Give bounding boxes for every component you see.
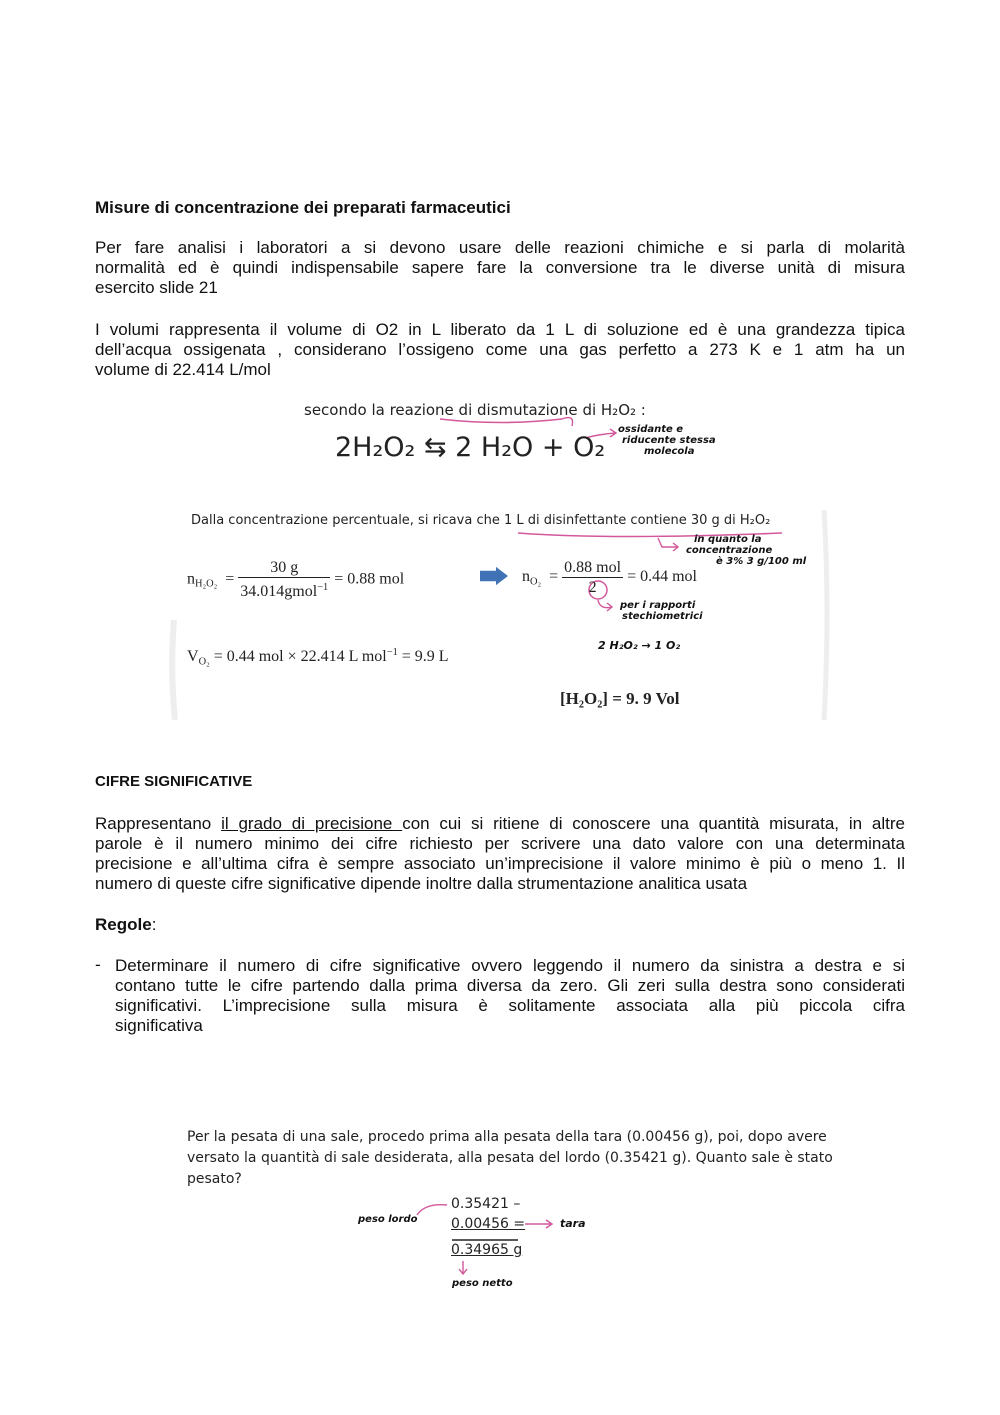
formula-v-o2: [187, 647, 449, 667]
reaction-note: [618, 424, 716, 457]
n-h2o2-exponent: −1: [317, 582, 329, 593]
line-suffix: con cui si ritiene di conoscere una quantità misurata, in altre: [402, 814, 905, 833]
paragraph-line: dell’acqua ossigenata , considerano l’ossigeno come una gas perfetto a 273 K e 1 atm ha un: [95, 340, 905, 359]
caption-suffix: di H₂O₂ :: [577, 401, 646, 419]
v-o2-exponent: −1: [386, 647, 398, 658]
final-result: [H₂O₂] = 9. 9 Vol: [560, 689, 680, 708]
note-line: riducente stessa: [622, 435, 716, 446]
paragraph-analisi: [95, 238, 905, 298]
intro-underlined: 1 L di disinfettante contiene 30 g di H₂O₂: [503, 513, 771, 528]
n-h2o2-fraction: [238, 558, 330, 601]
n-o2-fraction: [562, 558, 623, 597]
stoichiometry-note: [620, 600, 703, 622]
problem-line: versato la quantità di sale desiderata, alla pesata del lordo (0.35421 g). Quanto sale è stato: [187, 1150, 833, 1166]
paragraph-line: normalità ed è quindi indispensabile sapere fare la conversione tra le diverse unità di misura: [95, 258, 905, 277]
weighing-problem: [187, 1127, 833, 1190]
problem-line: pesato?: [187, 1171, 242, 1187]
paragraph-volumi: [95, 320, 905, 380]
stoichiometry-ratio: 2 H₂O₂ → 1 O₂: [598, 639, 681, 652]
v-o2-result: = 9.9 L: [397, 648, 449, 666]
n-o2-lhs: n: [522, 568, 530, 586]
formula-n-o2: $n_{O_2}$ = $\frac{\text{0.88 mol}}{2}$ = 0.44 mol: [522, 559, 697, 596]
v-o2-subscript: O₂: [198, 656, 210, 668]
n-o2-denominator: 2: [588, 579, 597, 596]
line-prefix: Rappresentano: [95, 814, 222, 833]
concentration-note: [686, 534, 806, 567]
caption-dismutazione: dismutazione: [477, 401, 578, 419]
note-line: ossidante e: [618, 424, 684, 435]
paragraph-line: I volumi rappresenta il volume di O2 in L liberato da 1 L di soluzione ed è una grandezza tipica: [95, 320, 905, 339]
paragraph-line: numero di queste cifre significative dipende inoltre dalla strumentazione analitica usata: [95, 874, 748, 893]
n-o2-result: = 0.44 mol: [627, 568, 697, 586]
v-o2-rhs: = 0.44 mol × 22.414 L mol: [209, 648, 387, 666]
note-line: in quanto la: [694, 534, 762, 545]
rule-line: significativa: [115, 1016, 203, 1035]
rule-line: contano tutte le cifre partendo dalla prima diversa da zero. Gli zeri sulla destra sono considerati: [115, 976, 905, 995]
section-heading-cifre: CIFRE SIGNIFICATIVE: [95, 773, 253, 790]
rule-1: [115, 956, 905, 1036]
rule-line: Determinare il numero di cifre significative ovvero leggendo il numero da sinistra a destra e si: [115, 956, 905, 975]
bullet-dash: -: [95, 955, 101, 974]
problem-line: Per la pesata di una sale, procedo prima alla pesata della tara (0.00456 g), poi, dopo avere: [187, 1129, 827, 1145]
paragraph-line: precisione e all’ultima cifra è sempre associato un’imprecisione il valore minimo è più o meno 1. Il: [95, 854, 905, 873]
rules-label-text: Regole: [95, 915, 152, 934]
rule-line: significativi. L’imprecisione sulla misura è solitamente associata alla più piccola cifra: [115, 996, 905, 1015]
weighing-row-tara: 0.00456 =: [451, 1216, 526, 1232]
paragraph-line: esercito slide 21: [95, 278, 218, 297]
caption-prefix: secondo la reazione di: [304, 401, 478, 419]
v-o2-lhs: V: [187, 648, 199, 666]
n-o2-subscript: O₂: [530, 576, 542, 588]
paragraph-line: Per fare analisi i laboratori a si devono usare delle reazioni chimiche e si parla di molarità: [95, 238, 905, 257]
note-line: è 3% 3 g/100 ml: [716, 556, 807, 567]
rules-colon: :: [151, 915, 157, 934]
note-line: per i rapporti: [620, 600, 696, 611]
section-heading-concentrazione: Misure di concentrazione dei preparati farmaceutici: [95, 198, 511, 217]
intro-prefix: Dalla concentrazione percentuale, si ricava che: [191, 513, 504, 528]
note-tara: tara: [560, 1217, 586, 1230]
note-line: stechiometrici: [622, 611, 703, 622]
weighing-row-lordo: 0.35421 –: [451, 1196, 521, 1212]
note-line: molecola: [644, 446, 695, 457]
paragraph-line: parole è il numero minimo dei cifre richiesto per scrivere una dato valore con una determinata: [95, 834, 905, 853]
reaction-equation: 2H₂O₂ ⇆ 2 H₂O + O₂: [335, 432, 606, 463]
n-h2o2-denominator: 34.014gmol: [240, 583, 318, 601]
paragraph-cifre: [95, 814, 905, 894]
weighing-row-result: 0.34965 g: [451, 1242, 523, 1258]
note-peso-lordo: peso lordo: [358, 1214, 418, 1225]
n-h2o2-numerator: 30 g: [238, 558, 330, 578]
note-peso-netto: peso netto: [452, 1278, 513, 1289]
n-h2o2-subscript: H₂O₂: [195, 578, 218, 590]
n-h2o2-lhs: n: [187, 570, 195, 588]
note-line: concentrazione: [686, 545, 773, 556]
calculation-intro: [191, 513, 770, 528]
formula-n-h2o2: $n_{H_2O_2}$ = $\frac{30 g}{34.014gmol^{-1}}$ = 0.88 mol: [187, 559, 405, 601]
rules-label: [95, 915, 156, 935]
underlined-phrase: il grado di precisione: [221, 814, 403, 833]
paragraph-line: volume di 22.414 L/mol: [95, 360, 271, 379]
n-o2-numerator: 0.88 mol: [564, 559, 622, 576]
n-h2o2-result: = 0.88 mol: [334, 570, 405, 588]
paragraph-line: [95, 814, 905, 834]
